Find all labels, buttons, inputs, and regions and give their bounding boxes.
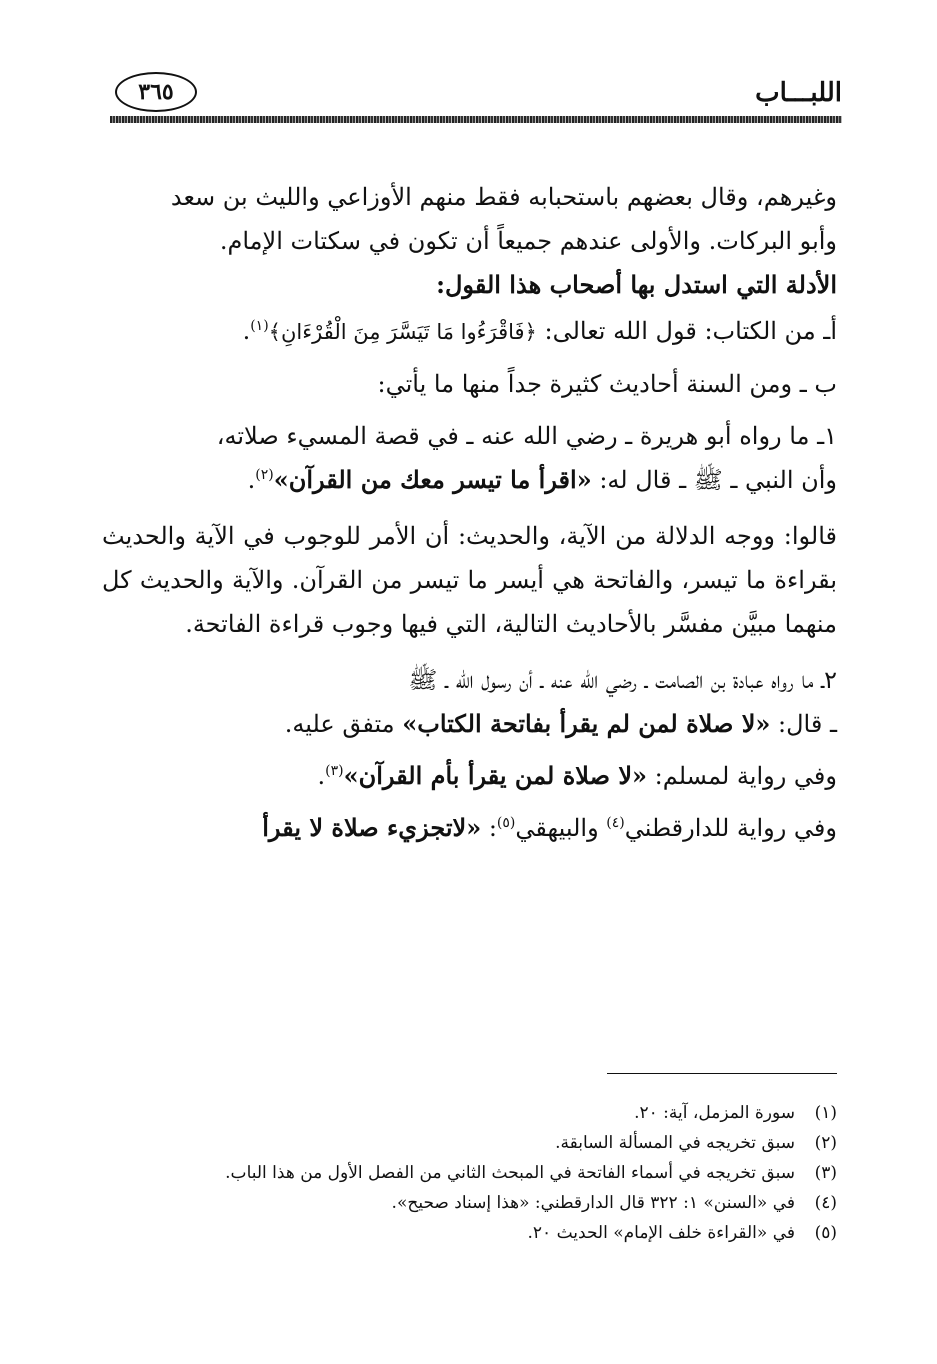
- hadith-2-intro: ـ قال:: [770, 710, 837, 738]
- hadith-2-source: متفق عليه.: [284, 710, 403, 738]
- footnote-5: [102, 1218, 837, 1248]
- daraqutni-intro: وفي رواية للدارقطني: [624, 814, 837, 842]
- paragraph-argument: قالوا: ووجه الدلالة من الآية، والحديث: أن الأمر للوجوب في الآية والحديث بقراءة ما تيسر، والفاتحة هي أيسر ما تيسر من القرآن. والآية والحديث كل منهما مبيَّن مفسَّر بالأحاديث التالية، التي فيها وجوب قراءة الفاتحة.: [102, 522, 837, 638]
- hadith-1-intro: وأن النبي ـ ﷺ ـ قال له:: [591, 466, 837, 494]
- footnote-ref-4[interactable]: (٤): [606, 815, 625, 831]
- hadith-2-quote: «لا صلاة لمن لم يقرأ بفاتحة الكتاب»: [402, 709, 771, 738]
- footnote-2: [102, 1128, 837, 1158]
- hadith-2-line-1: ٢ـ ما رواه عبادة بن الصامت ـ رضي الله عنه ـ أن رسول الله ـ ﷺ: [408, 666, 837, 694]
- footnote-number: (٥): [814, 1223, 837, 1243]
- hadith-1-quote: «اقرأ ما تيسر معك من القرآن»: [273, 465, 592, 494]
- header-rule: [110, 116, 842, 123]
- daraqutni-narration: [102, 806, 837, 850]
- opening-line-2: وأبو البركات. والأولى عندهم جميعاً أن تكون في سكتات الإمام.: [219, 227, 837, 255]
- hadith-1-end: .: [247, 466, 256, 494]
- muslim-narration: [102, 754, 837, 798]
- page-header: [110, 72, 842, 132]
- footnote-3: [102, 1158, 837, 1188]
- evidence-quran: [102, 309, 837, 354]
- footnote-text: في «السنن» ١: ٣٢٢ قال الدارقطني: «هذا إسناد صحيح».: [391, 1193, 795, 1213]
- muslim-end: .: [317, 762, 326, 790]
- footnote-ref-2[interactable]: (٢): [255, 467, 274, 483]
- bayhaqi-name: والبيهقي: [515, 814, 607, 842]
- footnote-4: [102, 1188, 837, 1218]
- section-heading: الأدلة التي استدل بها أصحاب هذا القول:: [436, 270, 837, 299]
- quran-verse: ﴿فَاقْرَءُوا مَا تَيَسَّرَ مِنَ الْقُرْءَانِ﴾: [268, 320, 537, 344]
- footnote-number: (٣): [814, 1163, 837, 1183]
- muslim-quote: «لا صلاة لمن يقرأ بأم القرآن»: [343, 761, 648, 790]
- footnote-number: (٤): [814, 1193, 837, 1213]
- hadith-1: [102, 414, 837, 502]
- daraqutni-colon: :: [481, 814, 497, 842]
- evidence-quran-end: .: [242, 317, 251, 345]
- footnote-text: سبق تخريجه في المسألة السابقة.: [555, 1133, 795, 1153]
- footnote-number: (١): [814, 1103, 837, 1123]
- footnote-ref-1[interactable]: (١): [250, 318, 269, 334]
- evidence-sunnah: ب ـ ومن السنة أحاديث كثيرة جداً منها ما يأتي:: [377, 370, 837, 398]
- page-number: ٣٦٥: [115, 72, 197, 112]
- daraqutni-quote: «لاتجزيء صلاة لا يقرأ: [262, 813, 482, 842]
- muslim-intro: وفي رواية لمسلم:: [647, 762, 837, 790]
- evidence-quran-intro: أـ من الكتاب: قول الله تعالى:: [536, 317, 837, 345]
- hadith-1-line-1: ١ـ ما رواه أبو هريرة ـ رضي الله عنه ـ في قصة المسيء صلاته،: [216, 422, 837, 450]
- opening-line-1: وغيرهم، وقال بعضهم باستحبابه فقط منهم الأوزاعي والليث بن سعد: [170, 183, 837, 211]
- main-text: [102, 175, 837, 862]
- footnote-text: سورة المزمل، آية: ٢٠.: [634, 1103, 795, 1123]
- footnote-text: في «القراءة خلف الإمام» الحديث ٢٠.: [527, 1223, 795, 1243]
- footnote-ref-5[interactable]: (٥): [496, 815, 516, 831]
- footnotes: [102, 1098, 837, 1248]
- footnote-1: [102, 1098, 837, 1128]
- footnote-ref-3[interactable]: (٣): [325, 763, 344, 779]
- footnote-separator: [607, 1073, 837, 1074]
- running-title: اللبـــاب: [755, 78, 842, 108]
- footnote-text: سبق تخريجه في أسماء الفاتحة في المبحث الثاني من الفصل الأول من هذا الباب.: [225, 1163, 795, 1183]
- hadith-2: [102, 658, 837, 746]
- footnote-number: (٢): [814, 1133, 837, 1153]
- paragraph-opening: [102, 175, 837, 307]
